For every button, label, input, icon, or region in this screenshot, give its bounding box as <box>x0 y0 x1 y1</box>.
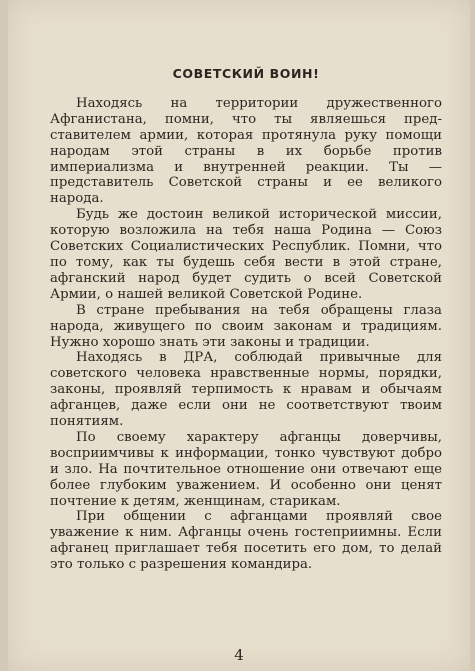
page-number: 4 <box>234 646 244 664</box>
page-content <box>50 66 442 573</box>
book-page <box>8 0 470 671</box>
paragraph-5: По своему характеру афганцы доверчивы, восприимчивы к информации, тонко чувствуют добро и зло. На почтительное отношение они отвечают еще более глубоким уважением. И особенно они ценят почтение к детям, женщинам, старикам. <box>50 429 442 509</box>
page-title: СОВЕТСКИЙ ВОИН! <box>172 66 320 81</box>
paragraph-4: Находясь в ДРА, соблюдай привычные для советского человека нравственные нормы, порядки, законы, проявляй терпимость к нравам и обычаям афганцев, даже если они не соответствуют твоим понятиям. <box>50 350 442 430</box>
paragraph-6: При общении с афганцами проявляй свое уважение к ним. Афганцы очень гостеприимны. Если афганец приглашает тебя посетить его дом, то делай это только с разрешения командира. <box>50 509 442 573</box>
paragraph-1: Находясь на территории дружественного Афганистана, помни, что ты являешься представителем армии, которая протянула руку помощи народам этой страны в их борьбе против империализма и внутренней реакции. Ты — представитель Советской страны и ее великого народа. <box>50 95 442 207</box>
paragraph-3: В стране пребывания на тебя обращены глаза народа, живущего по своим законам и традициям. Нужно хорошо знать эти законы и традиции. <box>50 302 442 350</box>
paragraph-2: Будь же достоин великой исторической миссии, которую возложила на тебя наша Родина — Союз Советских Социалистических Республик. Помни, что по тому, как ты будешь себя вести в этой стране, афганский народ будет судить о всей Советской Армии, о нашей великой Советской Родине. <box>50 207 442 302</box>
